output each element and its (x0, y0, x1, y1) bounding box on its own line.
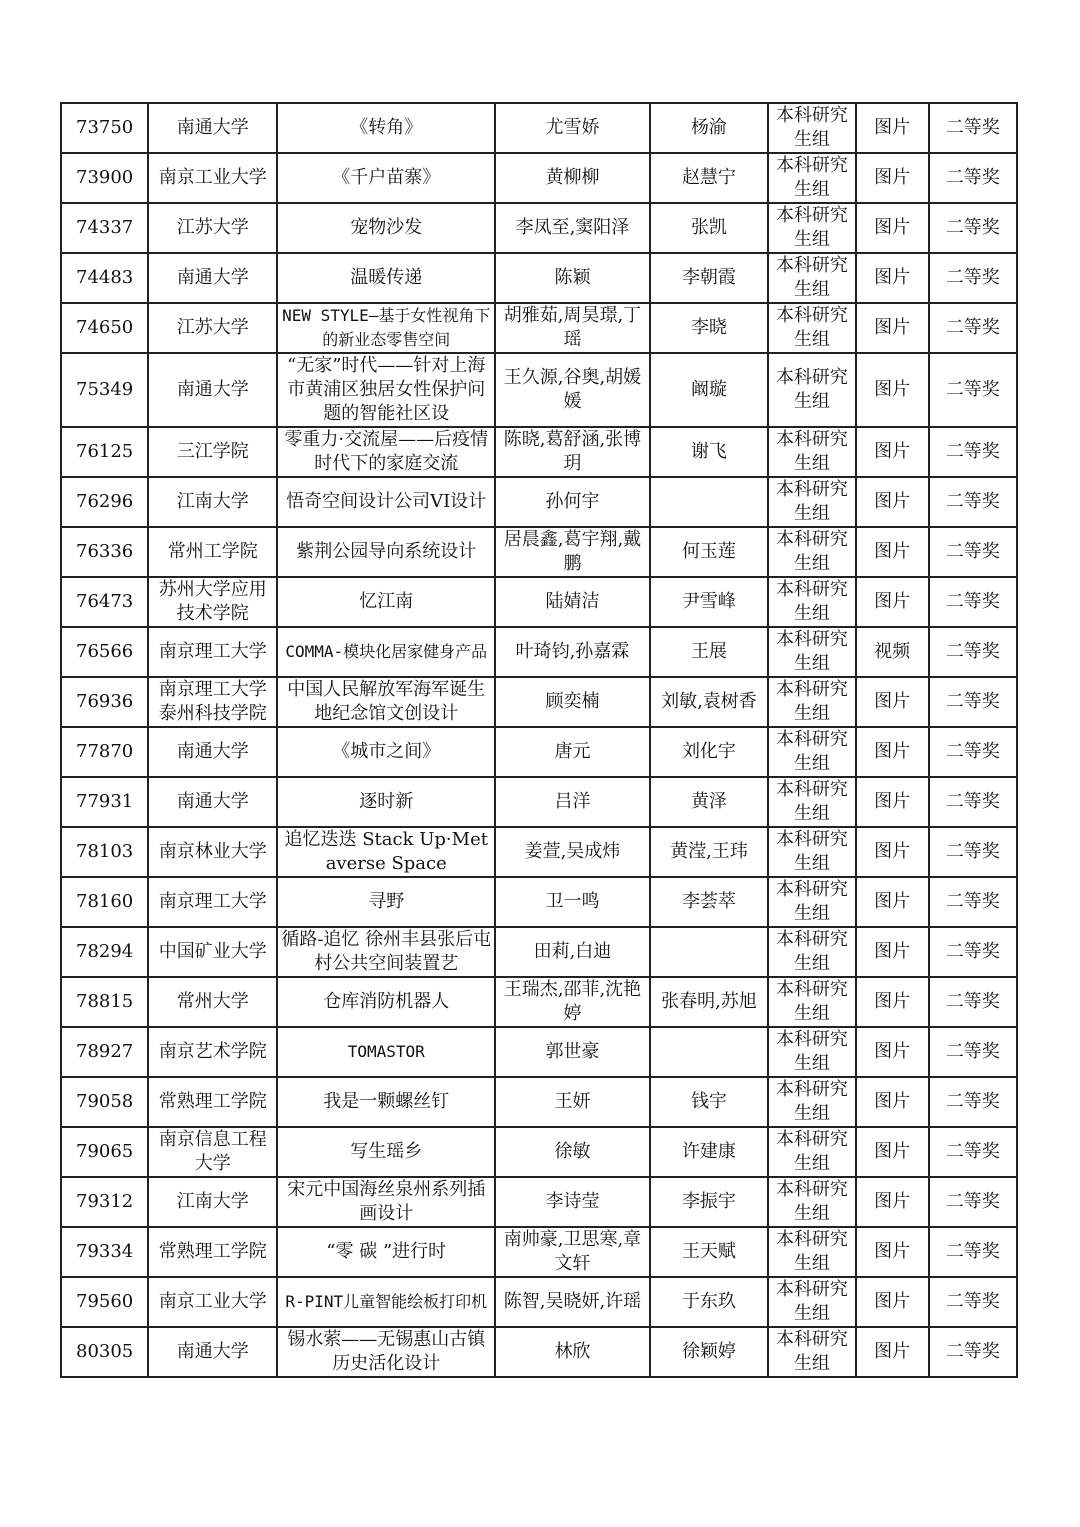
tutor-cell: 许建康 (650, 1127, 769, 1177)
media-type-cell: 图片 (856, 727, 929, 777)
table-row (61, 927, 1017, 977)
school-cell: 苏州大学应用技术学院 (148, 577, 277, 627)
work-title-cell: 悟奇空间设计公司VI设计 (277, 477, 495, 527)
media-type-cell: 图片 (856, 477, 929, 527)
group-cell: 本科研究生组 (768, 977, 855, 1027)
entry-id-cell: 79065 (61, 1127, 148, 1177)
authors-cell: 李诗莹 (495, 1177, 649, 1227)
entry-id-cell: 76936 (61, 677, 148, 727)
entry-id-cell: 77870 (61, 727, 148, 777)
work-title-cell: 《千户苗寨》 (277, 153, 495, 203)
entry-id-cell: 79058 (61, 1077, 148, 1127)
tutor-cell: 刘敏,袁树香 (650, 677, 769, 727)
work-title-cell: 循路-追忆 徐州丰县张后屯村公共空间装置艺 (277, 927, 495, 977)
award-cell: 二等奖 (929, 827, 1017, 877)
group-cell: 本科研究生组 (768, 203, 855, 253)
award-cell: 二等奖 (929, 1227, 1017, 1277)
media-type-cell: 图片 (856, 153, 929, 203)
work-title-cell: 温暖传递 (277, 253, 495, 303)
authors-cell: 王久源,谷奥,胡媛媛 (495, 353, 649, 427)
group-cell: 本科研究生组 (768, 153, 855, 203)
table-row (61, 1127, 1017, 1177)
award-cell: 二等奖 (929, 1027, 1017, 1077)
school-cell: 南通大学 (148, 103, 277, 153)
tutor-cell: 刘化宇 (650, 727, 769, 777)
school-cell: 南通大学 (148, 777, 277, 827)
school-cell: 南京工业大学 (148, 153, 277, 203)
authors-cell: 唐元 (495, 727, 649, 777)
tutor-cell: 李晓 (650, 303, 769, 353)
entry-id-cell: 77931 (61, 777, 148, 827)
table-row (61, 877, 1017, 927)
authors-cell: 徐敏 (495, 1127, 649, 1177)
table-row (61, 627, 1017, 677)
table-row (61, 103, 1017, 153)
tutor-cell (650, 1027, 769, 1077)
group-cell: 本科研究生组 (768, 777, 855, 827)
group-cell: 本科研究生组 (768, 253, 855, 303)
group-cell: 本科研究生组 (768, 827, 855, 877)
work-title-cell: TOMASTOR (277, 1027, 495, 1077)
media-type-cell: 图片 (856, 303, 929, 353)
entry-id-cell: 79312 (61, 1177, 148, 1227)
school-cell: 南京工业大学 (148, 1277, 277, 1327)
authors-cell: 卫一鸣 (495, 877, 649, 927)
award-cell: 二等奖 (929, 877, 1017, 927)
award-cell: 二等奖 (929, 1127, 1017, 1177)
authors-cell: 王妍 (495, 1077, 649, 1127)
table-row (61, 477, 1017, 527)
work-title-cell: 《城市之间》 (277, 727, 495, 777)
tutor-cell: 李振宇 (650, 1177, 769, 1227)
authors-cell: 黄柳柳 (495, 153, 649, 203)
table-row (61, 1327, 1017, 1377)
work-title-cell: 宠物沙发 (277, 203, 495, 253)
tutor-cell (650, 927, 769, 977)
authors-cell: 陆婧洁 (495, 577, 649, 627)
table-row (61, 1177, 1017, 1227)
work-title-cell: 追忆迭迭 Stack Up·Metaverse Space (277, 827, 495, 877)
work-title-cell: 写生瑶乡 (277, 1127, 495, 1177)
award-cell: 二等奖 (929, 353, 1017, 427)
table-row (61, 427, 1017, 477)
award-cell: 二等奖 (929, 777, 1017, 827)
media-type-cell: 图片 (856, 1227, 929, 1277)
work-title-cell: 紫荆公园导向系统设计 (277, 527, 495, 577)
work-title-cell: 仓库消防机器人 (277, 977, 495, 1027)
entry-id-cell: 78160 (61, 877, 148, 927)
award-cell: 二等奖 (929, 1077, 1017, 1127)
school-cell: 南京林业大学 (148, 827, 277, 877)
school-cell: 常熟理工学院 (148, 1227, 277, 1277)
award-cell: 二等奖 (929, 1177, 1017, 1227)
entry-id-cell: 78103 (61, 827, 148, 877)
work-title-cell: 零重力·交流屋——后疫情时代下的家庭交流 (277, 427, 495, 477)
work-title-cell: 我是一颗螺丝钉 (277, 1077, 495, 1127)
school-cell: 三江学院 (148, 427, 277, 477)
authors-cell: 陈智,吴晓妍,许瑶 (495, 1277, 649, 1327)
entry-id-cell: 78927 (61, 1027, 148, 1077)
media-type-cell: 图片 (856, 927, 929, 977)
table-row (61, 577, 1017, 627)
table-row (61, 677, 1017, 727)
tutor-cell: 李荟萃 (650, 877, 769, 927)
group-cell: 本科研究生组 (768, 1327, 855, 1377)
entry-id-cell: 74337 (61, 203, 148, 253)
school-cell: 江苏大学 (148, 203, 277, 253)
tutor-cell: 张凯 (650, 203, 769, 253)
group-cell: 本科研究生组 (768, 477, 855, 527)
tutor-cell: 钱宇 (650, 1077, 769, 1127)
table-row (61, 353, 1017, 427)
table-row (61, 977, 1017, 1027)
group-cell: 本科研究生组 (768, 577, 855, 627)
tutor-cell: 何玉莲 (650, 527, 769, 577)
group-cell: 本科研究生组 (768, 1277, 855, 1327)
media-type-cell: 图片 (856, 527, 929, 577)
group-cell: 本科研究生组 (768, 677, 855, 727)
tutor-cell: 于东玖 (650, 1277, 769, 1327)
entry-id-cell: 76296 (61, 477, 148, 527)
awards-table (60, 102, 1018, 1378)
work-title-cell: 《转角》 (277, 103, 495, 153)
table-row (61, 1027, 1017, 1077)
award-cell: 二等奖 (929, 303, 1017, 353)
award-cell: 二等奖 (929, 677, 1017, 727)
media-type-cell: 图片 (856, 1177, 929, 1227)
award-cell: 二等奖 (929, 203, 1017, 253)
award-cell: 二等奖 (929, 977, 1017, 1027)
authors-cell: 田莉,白迪 (495, 927, 649, 977)
work-title-cell: 锡水萦——无锡惠山古镇历史活化设计 (277, 1327, 495, 1377)
media-type-cell: 图片 (856, 877, 929, 927)
tutor-cell: 赵慧宁 (650, 153, 769, 203)
award-cell: 二等奖 (929, 103, 1017, 153)
table-row (61, 253, 1017, 303)
group-cell: 本科研究生组 (768, 1177, 855, 1227)
table-row (61, 1077, 1017, 1127)
tutor-cell (650, 477, 769, 527)
authors-cell: 李凤至,窦阳泽 (495, 203, 649, 253)
authors-cell: 叶琦钧,孙嘉霖 (495, 627, 649, 677)
authors-cell: 郭世豪 (495, 1027, 649, 1077)
tutor-cell: 王天赋 (650, 1227, 769, 1277)
school-cell: 南京理工大学 (148, 877, 277, 927)
authors-cell: 陈晓,葛舒涵,张博玥 (495, 427, 649, 477)
school-cell: 南通大学 (148, 353, 277, 427)
tutor-cell: 徐颖婷 (650, 1327, 769, 1377)
entry-id-cell: 75349 (61, 353, 148, 427)
work-title-cell: COMMA-模块化居家健身产品 (277, 627, 495, 677)
award-cell: 二等奖 (929, 527, 1017, 577)
tutor-cell: 尹雪峰 (650, 577, 769, 627)
authors-cell: 胡雅茹,周昊璟,丁瑶 (495, 303, 649, 353)
group-cell: 本科研究生组 (768, 1027, 855, 1077)
group-cell: 本科研究生组 (768, 627, 855, 677)
group-cell: 本科研究生组 (768, 1127, 855, 1177)
school-cell: 江南大学 (148, 477, 277, 527)
authors-cell: 顾奕楠 (495, 677, 649, 727)
tutor-cell: 阚璇 (650, 353, 769, 427)
tutor-cell: 谢飞 (650, 427, 769, 477)
award-cell: 二等奖 (929, 427, 1017, 477)
table-row (61, 1227, 1017, 1277)
school-cell: 中国矿业大学 (148, 927, 277, 977)
work-title-cell: 中国人民解放军海军诞生地纪念馆文创设计 (277, 677, 495, 727)
media-type-cell: 图片 (856, 103, 929, 153)
tutor-cell: 黄滢,王玮 (650, 827, 769, 877)
award-cell: 二等奖 (929, 577, 1017, 627)
work-title-cell: R-PINT儿童智能绘板打印机 (277, 1277, 495, 1327)
school-cell: 常州工学院 (148, 527, 277, 577)
entry-id-cell: 73900 (61, 153, 148, 203)
group-cell: 本科研究生组 (768, 927, 855, 977)
award-cell: 二等奖 (929, 927, 1017, 977)
entry-id-cell: 76473 (61, 577, 148, 627)
table-row (61, 727, 1017, 777)
group-cell: 本科研究生组 (768, 877, 855, 927)
authors-cell: 林欣 (495, 1327, 649, 1377)
entry-id-cell: 80305 (61, 1327, 148, 1377)
group-cell: 本科研究生组 (768, 353, 855, 427)
school-cell: 常州大学 (148, 977, 277, 1027)
media-type-cell: 图片 (856, 1127, 929, 1177)
media-type-cell: 图片 (856, 1277, 929, 1327)
entry-id-cell: 76566 (61, 627, 148, 677)
authors-cell: 居晨鑫,葛宇翔,戴鹏 (495, 527, 649, 577)
media-type-cell: 图片 (856, 1027, 929, 1077)
authors-cell: 南帅豪,卫思寒,章文轩 (495, 1227, 649, 1277)
school-cell: 南京理工大学泰州科技学院 (148, 677, 277, 727)
award-cell: 二等奖 (929, 477, 1017, 527)
group-cell: 本科研究生组 (768, 727, 855, 777)
entry-id-cell: 78815 (61, 977, 148, 1027)
authors-cell: 尤雪娇 (495, 103, 649, 153)
award-cell: 二等奖 (929, 627, 1017, 677)
group-cell: 本科研究生组 (768, 427, 855, 477)
table-row (61, 777, 1017, 827)
school-cell: 南京艺术学院 (148, 1027, 277, 1077)
media-type-cell: 图片 (856, 253, 929, 303)
group-cell: 本科研究生组 (768, 303, 855, 353)
media-type-cell: 图片 (856, 1077, 929, 1127)
authors-cell: 王瑞杰,邵菲,沈艳婷 (495, 977, 649, 1027)
award-cell: 二等奖 (929, 1327, 1017, 1377)
work-title-cell: 忆江南 (277, 577, 495, 627)
award-cell: 二等奖 (929, 1277, 1017, 1327)
award-cell: 二等奖 (929, 727, 1017, 777)
school-cell: 南京信息工程大学 (148, 1127, 277, 1177)
school-cell: 江南大学 (148, 1177, 277, 1227)
media-type-cell: 图片 (856, 427, 929, 477)
award-cell: 二等奖 (929, 253, 1017, 303)
tutor-cell: 杨渝 (650, 103, 769, 153)
entry-id-cell: 74650 (61, 303, 148, 353)
table-row (61, 827, 1017, 877)
group-cell: 本科研究生组 (768, 1077, 855, 1127)
media-type-cell: 图片 (856, 353, 929, 427)
media-type-cell: 图片 (856, 777, 929, 827)
table-row (61, 203, 1017, 253)
table-row (61, 1277, 1017, 1327)
entry-id-cell: 76336 (61, 527, 148, 577)
school-cell: 南通大学 (148, 253, 277, 303)
school-cell: 南京理工大学 (148, 627, 277, 677)
table-row (61, 527, 1017, 577)
tutor-cell: 黄泽 (650, 777, 769, 827)
tutor-cell: 李朝霞 (650, 253, 769, 303)
school-cell: 常熟理工学院 (148, 1077, 277, 1127)
table-row (61, 153, 1017, 203)
authors-cell: 姜萱,吴成炜 (495, 827, 649, 877)
media-type-cell: 图片 (856, 977, 929, 1027)
entry-id-cell: 79334 (61, 1227, 148, 1277)
media-type-cell: 图片 (856, 203, 929, 253)
media-type-cell: 图片 (856, 1327, 929, 1377)
entry-id-cell: 74483 (61, 253, 148, 303)
tutor-cell: 张春明,苏旭 (650, 977, 769, 1027)
entry-id-cell: 78294 (61, 927, 148, 977)
authors-cell: 吕洋 (495, 777, 649, 827)
work-title-cell: “零 碳 ”进行时 (277, 1227, 495, 1277)
work-title-cell: “无家”时代——针对上海市黄浦区独居女性保护问题的智能社区设 (277, 353, 495, 427)
authors-cell: 孙何宇 (495, 477, 649, 527)
awards-table-body (61, 103, 1017, 1377)
school-cell: 江苏大学 (148, 303, 277, 353)
tutor-cell: 王展 (650, 627, 769, 677)
school-cell: 南通大学 (148, 1327, 277, 1377)
group-cell: 本科研究生组 (768, 103, 855, 153)
table-row (61, 303, 1017, 353)
media-type-cell: 图片 (856, 677, 929, 727)
entry-id-cell: 73750 (61, 103, 148, 153)
media-type-cell: 视频 (856, 627, 929, 677)
entry-id-cell: 79560 (61, 1277, 148, 1327)
work-title-cell: 逐时新 (277, 777, 495, 827)
school-cell: 南通大学 (148, 727, 277, 777)
media-type-cell: 图片 (856, 577, 929, 627)
work-title-cell: 宋元中国海丝泉州系列插画设计 (277, 1177, 495, 1227)
group-cell: 本科研究生组 (768, 527, 855, 577)
group-cell: 本科研究生组 (768, 1227, 855, 1277)
media-type-cell: 图片 (856, 827, 929, 877)
authors-cell: 陈颖 (495, 253, 649, 303)
work-title-cell: NEW STYLE—基于女性视角下的新业态零售空间 (277, 303, 495, 353)
award-cell: 二等奖 (929, 153, 1017, 203)
work-title-cell: 寻野 (277, 877, 495, 927)
entry-id-cell: 76125 (61, 427, 148, 477)
